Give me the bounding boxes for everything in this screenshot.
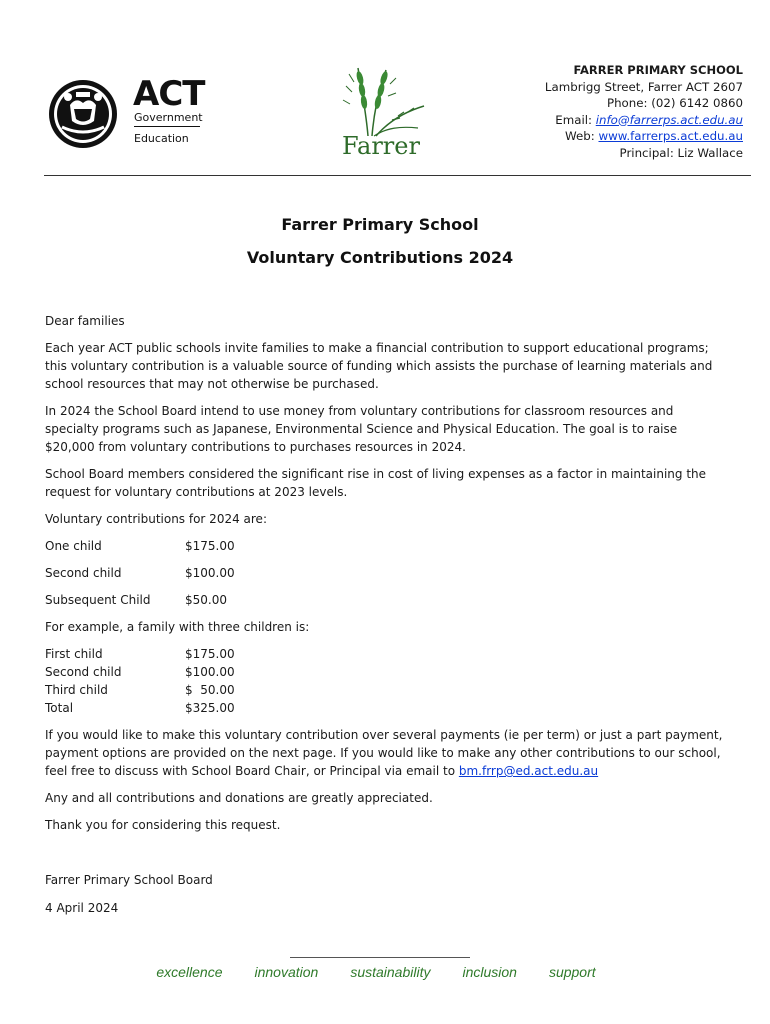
signoff-block [45,871,213,927]
contribution-rates-table [45,537,725,609]
example-label: Total [45,701,74,715]
rate-label: Second child [45,566,122,580]
example-amount: $100.00 [185,665,235,679]
example-table [45,645,725,717]
table-row [45,681,725,699]
example-amount: $ 50.00 [185,683,235,697]
school-address: Lambrigg Street, Farrer ACT 2607 [544,79,743,94]
act-logo-divider [134,126,200,127]
paragraph-intro: Each year ACT public schools invite families to make a financial contribution to support educational programs; this voluntary contribution is a valuable source of funding which assists the purchase of learning materials and school resources that may not otherwise be purchased. [45,341,713,391]
school-phone: Phone: (02) 6142 0860 [606,96,743,110]
paragraph-board-intent: In 2024 the School Board intend to use money from voluntary contributions for classroom resources and specialty programs such as Japanese, Environmental Science and Physical Education. The goal is to raise $20,000 from voluntary contributions to purchases resources in 2024. [45,404,678,454]
value-inclusion: inclusion [462,964,517,980]
table-row [45,645,725,663]
footer-divider [290,957,470,958]
table-row [45,591,725,609]
signoff-from: Farrer Primary School Board [45,873,213,887]
board-email-link[interactable]: bm.frrp@ed.act.edu.au [458,764,599,778]
rates-intro: Voluntary contributions for 2024 are: [45,512,267,526]
rate-amount: $50.00 [185,593,227,607]
value-innovation: innovation [254,964,319,980]
rate-label: Subsequent Child [45,593,151,607]
example-label: Second child [45,665,122,679]
example-label: Third child [45,683,108,697]
example-amount: $175.00 [185,647,235,661]
value-excellence: excellence [156,964,223,980]
school-email-line [545,112,743,129]
school-principal: Principal: Liz Wallace [619,145,743,160]
paragraph-thanks: Thank you for considering this request. [45,818,281,832]
table-row [45,564,725,591]
payment-options-text: If you would like to make this voluntary contribution over several payments (ie per term) or just a part payment, payment options are provided on the next page. If you would like to make any other contributions to our school, feel free to discuss with School Board Chair, or Principal via email to [45,728,723,778]
header-divider [44,175,751,176]
act-government-logo [46,74,206,151]
web-label: Web: [565,129,599,143]
rate-amount: $100.00 [185,566,235,580]
act-government-label: Government [134,111,203,124]
value-support: support [548,964,596,980]
paragraph-payment-options [45,726,725,780]
rate-amount: $175.00 [185,539,235,553]
greeting: Dear families [45,314,125,328]
school-contact-block [545,62,743,161]
act-education-label: Education [134,132,189,145]
table-row [45,663,725,681]
act-wordmark: ACT [133,74,205,114]
table-row [45,537,725,564]
value-sustainability: sustainability [350,964,431,980]
wheat-icon [338,62,428,138]
rate-label: One child [45,539,102,553]
signoff-date: 4 April 2024 [45,901,119,915]
school-web-link[interactable]: www.farrerps.act.edu.au [598,129,743,143]
table-row [45,699,725,717]
farrer-school-logo [338,62,428,162]
document-subtitle: Voluntary Contributions 2024 [246,248,514,267]
school-email-link[interactable]: info@farrerps.act.edu.au [595,112,743,127]
school-name: FARRER PRIMARY SCHOOL [573,63,743,77]
document-title: Farrer Primary School [281,215,479,234]
example-label: First child [45,647,103,661]
paragraph-cost-of-living: School Board members considered the significant rise in cost of living expenses as a factor in maintaining the request for voluntary contributions at 2023 levels. [45,467,707,499]
school-web-line [545,128,743,145]
paragraph-appreciation: Any and all contributions and donations are greatly appreciated. [45,791,433,805]
example-amount: $325.00 [185,701,235,715]
farrer-wordmark: Farrer [342,132,420,160]
letter-body [45,312,725,843]
email-label: Email: [555,112,596,127]
footer-values [0,964,770,980]
example-intro: For example, a family with three children is: [45,620,310,634]
